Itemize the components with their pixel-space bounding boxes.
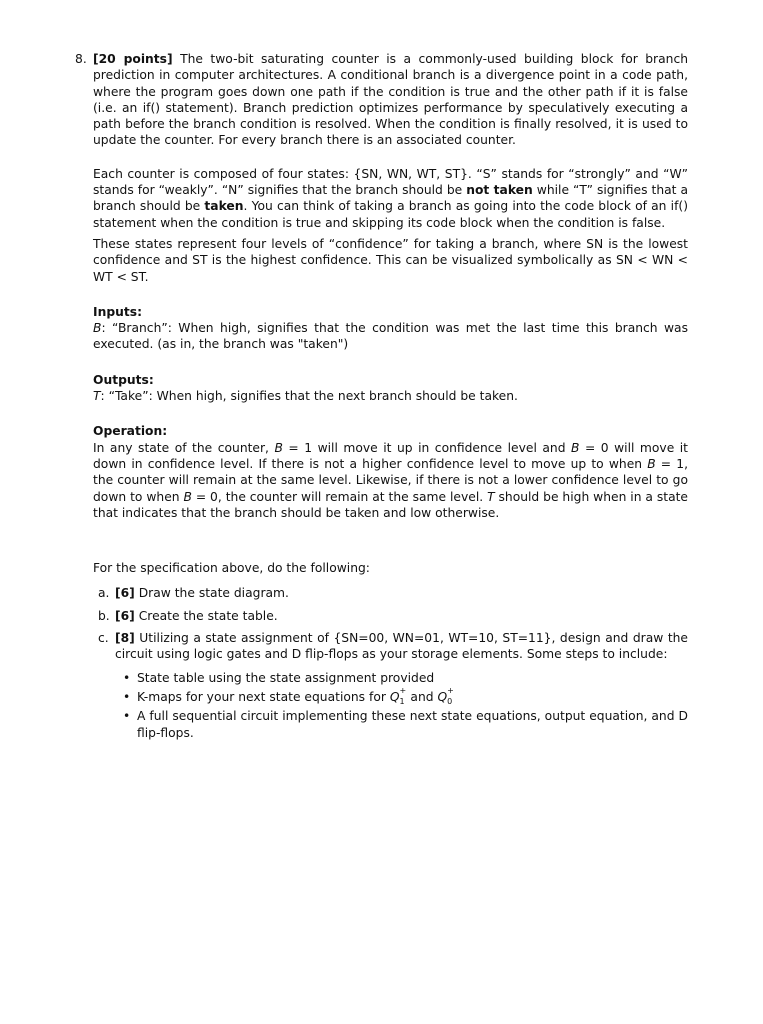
part-c-bullets bbox=[115, 670, 688, 741]
operation-var-b4: B bbox=[183, 489, 192, 504]
q1-superscript: + bbox=[399, 685, 407, 695]
bullet-3-text: A full sequential circuit implementing these next state equations, output equation, and D flip-flops. bbox=[137, 709, 688, 740]
bullet-kmaps bbox=[115, 685, 688, 706]
part-c-paragraph bbox=[115, 630, 688, 663]
states-text-c: . You can think of taking a branch as going into the code block of an if() statement when the condition is true and skipping its code block when the condition is false. bbox=[93, 199, 688, 230]
q1-plus-symbol bbox=[389, 685, 407, 706]
operation-var-t: T bbox=[487, 489, 495, 504]
q0-plus-symbol bbox=[437, 685, 454, 706]
bullet-full-circuit bbox=[115, 708, 688, 741]
problem-number: 8. bbox=[75, 52, 87, 66]
operation-section bbox=[93, 423, 688, 521]
intro-text: The two-bit saturating counter is a commonly-used building block for branch prediction in computer architectures. A conditional branch is a divergence point in a code path, where the program goes down one path if the condition is true and the other path if it is false (i.e. an if() statement). Branch prediction optimizes performance by speculatively executing a path before the branch condition is resolved. When the condition is finally resolved, it is used to update the counter. For every branch there is an associated counter. bbox=[93, 52, 688, 148]
q0-letter: Q bbox=[437, 689, 448, 704]
parts-list bbox=[93, 585, 688, 740]
points-label: [20 points] bbox=[93, 52, 173, 66]
output-var-t: T bbox=[93, 389, 101, 404]
outputs-text bbox=[93, 388, 688, 404]
part-b-letter: b. bbox=[98, 608, 110, 623]
states-paragraph bbox=[93, 166, 688, 231]
operation-var-b2: B bbox=[571, 440, 580, 455]
inputs-description: : “Branch”: When high, signifies that the condition was met the last time this branch was executed. (as in, the branch was "taken") bbox=[93, 321, 688, 352]
input-var-b: B bbox=[93, 321, 102, 336]
states-text-b: while “T” signifies that a branch should be bbox=[93, 183, 688, 214]
part-c-points: [8] bbox=[115, 631, 135, 646]
part-a-letter: a. bbox=[98, 586, 110, 601]
inputs-heading: Inputs: bbox=[93, 304, 143, 319]
confidence-paragraph: These states represent four levels of “confidence” for taking a branch, where SN is the lowest confidence and ST is the highest confidence. This can be visualized symbolically as SN < WN < WT < ST. bbox=[93, 236, 688, 284]
operation-text-5: = 0, the counter will remain at the same level. bbox=[191, 489, 488, 504]
operation-text-2: = 1 will move it up in confidence level and bbox=[282, 440, 572, 455]
spec-intro: For the specification above, do the following: bbox=[93, 561, 370, 576]
part-c bbox=[93, 630, 688, 741]
operation-text-4: = 1, the counter will remain at the same level. Likewise, if there is not a lower confidence level to go down to when bbox=[93, 456, 688, 504]
operation-text-3: = 0 will move it down in confidence level. If there is not a higher confidence level to move up to when bbox=[93, 440, 689, 471]
operation-var-b3: B bbox=[647, 456, 656, 471]
outputs-heading: Outputs: bbox=[93, 372, 154, 387]
taken-emphasis: taken bbox=[204, 199, 244, 214]
not-taken-emphasis: not taken bbox=[466, 183, 533, 198]
operation-text bbox=[93, 440, 688, 521]
bullet-2-text: K-maps for your next state equations for bbox=[137, 689, 390, 704]
bullet-dot-icon: • bbox=[123, 689, 131, 704]
part-b-points: [6] bbox=[115, 608, 135, 623]
part-a bbox=[93, 585, 688, 601]
q1-letter: Q bbox=[389, 689, 400, 704]
part-a-text: Draw the state diagram. bbox=[134, 586, 289, 601]
bullet-dot-icon: • bbox=[123, 709, 131, 724]
states-text-a: Each counter is composed of four states: {SN, WN, WT, ST}. “S” stands for “strongly” and “W” stands for “weakly”. “N” signifies that the branch should be bbox=[93, 166, 688, 198]
part-b bbox=[93, 608, 688, 624]
part-c-text: Utilizing a state assignment of {SN=00, WN=01, WT=10, ST=11}, design and draw the circuit using logic gates and D flip-flops as your storage elements. Some steps to include: bbox=[115, 631, 688, 662]
q0-superscript: + bbox=[447, 685, 454, 695]
intro-paragraph bbox=[93, 51, 688, 149]
outputs-description: : “Take”: When high, signifies that the next branch should be taken. bbox=[100, 389, 518, 404]
operation-text-6: should be high when in a state that indicates that the branch should be taken and low otherwise. bbox=[93, 489, 688, 520]
q1-subscript: 1 bbox=[399, 696, 405, 706]
outputs-section bbox=[93, 372, 688, 405]
bullet-2-and: and bbox=[406, 689, 438, 704]
problem-body bbox=[93, 51, 688, 741]
part-a-points: [6] bbox=[115, 586, 135, 601]
operation-var-b1: B bbox=[274, 440, 283, 455]
problem-8 bbox=[75, 51, 688, 747]
operation-heading: Operation: bbox=[93, 424, 168, 439]
bullet-dot-icon: • bbox=[123, 670, 131, 685]
inputs-text bbox=[93, 320, 688, 353]
part-c-letter: c. bbox=[98, 631, 109, 646]
inputs-section bbox=[93, 304, 688, 353]
bullet-1-text: State table using the state assignment provided bbox=[137, 670, 435, 685]
part-b-text: Create the state table. bbox=[134, 608, 278, 623]
operation-text-1: In any state of the counter, bbox=[93, 440, 275, 455]
q0-subscript: 0 bbox=[447, 696, 453, 706]
